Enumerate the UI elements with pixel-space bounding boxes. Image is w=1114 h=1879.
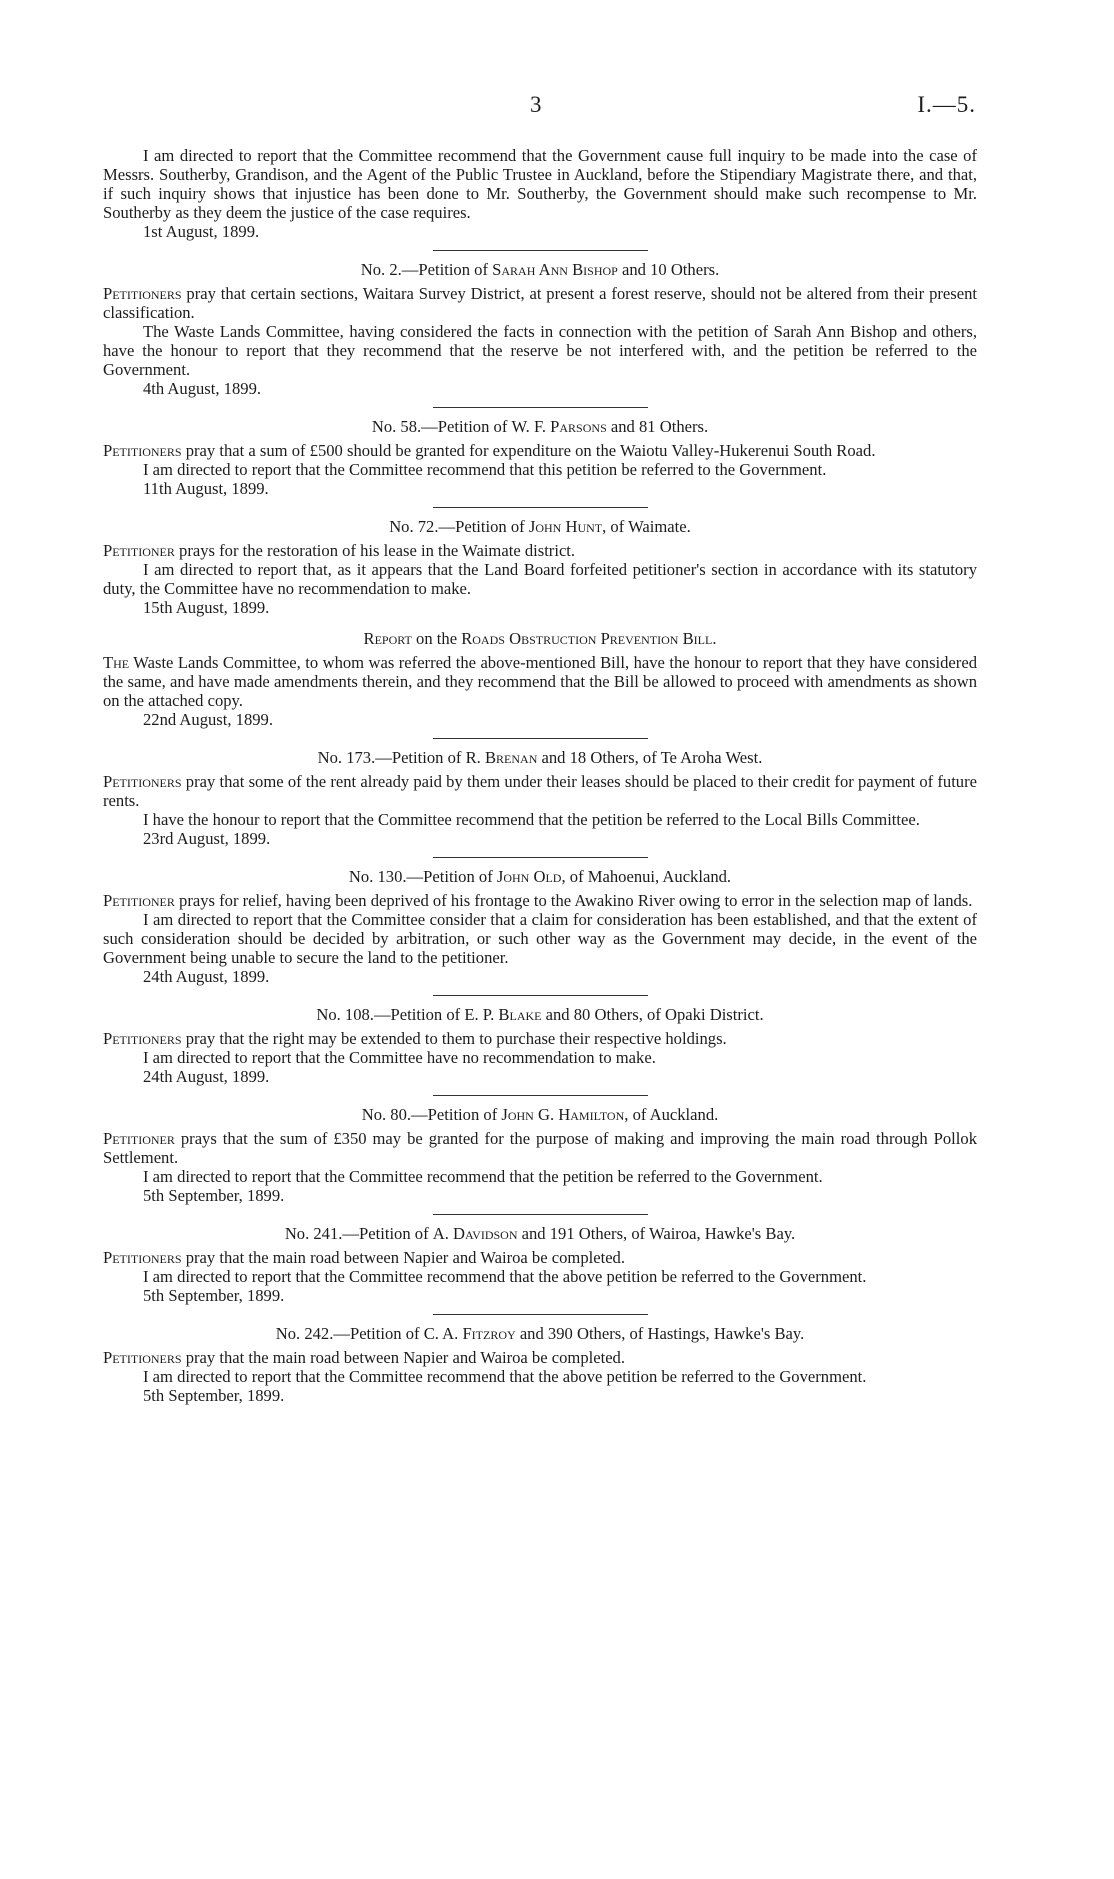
intro-report: I am directed to report that the Committee recommend that the Government cause full inquiry to be made into the case of Messrs. Southerby, Grandison, and the Agent of the Public Trustee in Auckland, before the Stipendiary Magistrate there, and that, if such inquiry shows that injustice has been done to Mr. Southerby, the Government should make such recompense to Mr. Southerby as they deem the justice of the case requires. bbox=[103, 146, 977, 222]
petition-entry bbox=[103, 1224, 977, 1305]
report-date: 5th September, 1899. bbox=[143, 1386, 285, 1405]
report-date: 24th August, 1899. bbox=[143, 1067, 270, 1086]
petition-prayer: Petitioners pray that the main road between Napier and Wairoa be completed. bbox=[103, 1348, 626, 1367]
petition-prayer: Petitioners pray that certain sections, Waitara Survey District, at present a forest reserve, should not be altered from their present classification. bbox=[103, 284, 977, 322]
section-divider bbox=[433, 1314, 648, 1315]
petition-entry bbox=[103, 260, 977, 398]
petition-heading: No. 242.—Petition of C. A. Fitzroy and 390 Others, of Hastings, Hawke's Bay. bbox=[275, 1324, 805, 1343]
page-header bbox=[0, 92, 1114, 122]
committee-report: I am directed to report that, as it appears that the Land Board forfeited petitioner's section in accordance with its statutory duty, the Committee have no recommendation to make. bbox=[103, 560, 977, 598]
report-date: 5th September, 1899. bbox=[143, 1286, 285, 1305]
petition-prayer: Petitioners pray that some of the rent already paid by them under their leases should be placed to their credit for payment of future rents. bbox=[103, 772, 977, 810]
bill-report-entry bbox=[103, 629, 977, 729]
petition-heading: No. 108.—Petition of E. P. Blake and 80 Others, of Opaki District. bbox=[316, 1005, 764, 1024]
petition-heading: No. 72.—Petition of John Hunt, of Waimate. bbox=[389, 517, 691, 536]
page-number: 3 bbox=[530, 92, 542, 117]
report-date: 22nd August, 1899. bbox=[143, 710, 273, 729]
petition-entry bbox=[103, 517, 977, 617]
document-reference: I.—5. bbox=[917, 92, 976, 117]
intro-date: 1st August, 1899. bbox=[143, 222, 260, 241]
report-date: 23rd August, 1899. bbox=[143, 829, 271, 848]
committee-report: I am directed to report that the Committee recommend that the above petition be referred to the Government. bbox=[143, 1267, 867, 1286]
report-date: 5th September, 1899. bbox=[143, 1186, 285, 1205]
committee-report: I have the honour to report that the Committee recommend that the petition be referred to the Local Bills Committee. bbox=[143, 810, 920, 829]
document-body bbox=[103, 146, 977, 1405]
bill-report-heading: Report on the Roads Obstruction Prevention Bill. bbox=[363, 629, 717, 648]
petition-prayer: Petitioner prays for the restoration of his lease in the Waimate district. bbox=[103, 541, 576, 560]
section-divider bbox=[433, 738, 648, 739]
committee-report: I am directed to report that the Committee recommend that this petition be referred to the Government. bbox=[143, 460, 827, 479]
petition-prayer: Petitioner prays for relief, having been deprived of his frontage to the Awakino River owing to error in the selection map of lands. bbox=[103, 891, 973, 910]
section-divider bbox=[433, 857, 648, 858]
report-date: 4th August, 1899. bbox=[143, 379, 262, 398]
petition-prayer: Petitioners pray that the right may be extended to them to purchase their respective holdings. bbox=[103, 1029, 727, 1048]
petition-entry bbox=[103, 417, 977, 498]
petition-heading: No. 58.—Petition of W. F. Parsons and 81 Others. bbox=[371, 417, 709, 436]
committee-report: The Waste Lands Committee, having considered the facts in connection with the petition of Sarah Ann Bishop and others, have the honour to report that they recommend that the reserve be not interfered with, and the petition be referred to the Government. bbox=[103, 322, 977, 379]
committee-report: I am directed to report that the Committee recommend that the above petition be referred to the Government. bbox=[143, 1367, 867, 1386]
section-divider bbox=[433, 1095, 648, 1096]
committee-report: I am directed to report that the Committee recommend that the petition be referred to the Government. bbox=[143, 1167, 823, 1186]
report-date: 24th August, 1899. bbox=[143, 967, 270, 986]
petition-entry bbox=[103, 1005, 977, 1086]
section-divider bbox=[433, 1214, 648, 1215]
committee-report: I am directed to report that the Committee have no recommendation to make. bbox=[143, 1048, 656, 1067]
petition-heading: No. 2.—Petition of Sarah Ann Bishop and 10 Others. bbox=[360, 260, 720, 279]
petition-heading: No. 173.—Petition of R. Brenan and 18 Others, of Te Aroha West. bbox=[317, 748, 763, 767]
committee-report: I am directed to report that the Committee consider that a claim for consideration has been established, and that the extent of such consideration should be decided by arbitration, or such other way as the Government may decide, in the event of the Government being unable to secure the land to the petitioner. bbox=[103, 910, 977, 967]
bill-report-text: The Waste Lands Committee, to whom was referred the above-mentioned Bill, have the honour to report that they have considered the same, and have made amendments therein, and they recommend that the Bill be allowed to proceed with amendments as shown on the attached copy. bbox=[103, 653, 977, 710]
petition-prayer: Petitioners pray that a sum of £500 should be granted for expenditure on the Waiotu Valley-Hukerenui South Road. bbox=[103, 441, 876, 460]
section-divider bbox=[433, 250, 648, 251]
petition-heading: No. 80.—Petition of John G. Hamilton, of Auckland. bbox=[361, 1105, 719, 1124]
petition-prayer: Petitioners pray that the main road between Napier and Wairoa be completed. bbox=[103, 1248, 626, 1267]
section-divider bbox=[433, 407, 648, 408]
section-divider bbox=[433, 507, 648, 508]
petition-heading: No. 241.—Petition of A. Davidson and 191 Others, of Wairoa, Hawke's Bay. bbox=[284, 1224, 796, 1243]
petition-entry bbox=[103, 1105, 977, 1205]
petition-entry bbox=[103, 867, 977, 986]
report-date: 15th August, 1899. bbox=[143, 598, 270, 617]
section-divider bbox=[433, 995, 648, 996]
petition-entry bbox=[103, 1324, 977, 1405]
petition-entry bbox=[103, 748, 977, 848]
petition-prayer: Petitioner prays that the sum of £350 may be granted for the purpose of making and improving the main road through Pollok Settlement. bbox=[103, 1129, 977, 1167]
petition-heading: No. 130.—Petition of John Old, of Mahoenui, Auckland. bbox=[348, 867, 732, 886]
report-date: 11th August, 1899. bbox=[143, 479, 269, 498]
